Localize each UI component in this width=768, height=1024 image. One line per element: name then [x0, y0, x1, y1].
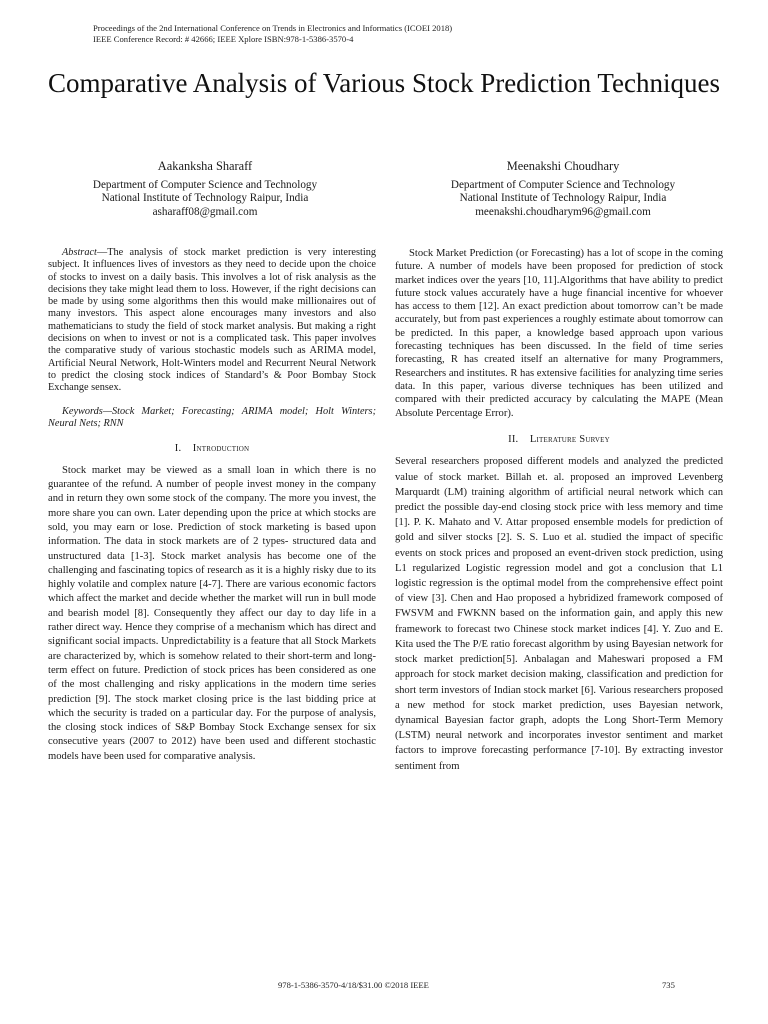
keywords	[48, 406, 376, 431]
section-title: Introduction	[192, 443, 250, 455]
author-email: meenakshi.choudharym96@gmail.com	[475, 205, 651, 218]
section-heading-introduction	[48, 443, 376, 456]
author-name: Meenakshi Choudhary	[506, 159, 620, 173]
paper-title: Comparative Analysis of Various Stock Prediction Techniques	[47, 68, 721, 98]
author-name: Aakanksha Sharaff	[157, 159, 253, 173]
abstract	[48, 247, 376, 395]
abstract-label: Abstract	[62, 247, 97, 258]
author-block-1	[40, 160, 370, 219]
author-institution: National Institute of Technology Raipur, India	[101, 192, 309, 204]
conference-header-line2: IEEE Conference Record: # 42666; IEEE Xplore ISBN:978-1-5386-3570-4	[93, 34, 354, 44]
conference-header-line1: Proceedings of the 2nd International Conference on Trends in Electronics and Informatics (ICOEI 2018)	[93, 23, 453, 33]
author-institution: National Institute of Technology Raipur, India	[459, 192, 667, 204]
keywords-text: —Stock Market; Forecasting; ARIMA model; Holt Winters; Neural Nets; RNN	[48, 405, 376, 429]
section-number: I.	[174, 443, 182, 455]
copyright-footer: 978-1-5386-3570-4/18/$31.00 ©2018 IEEE	[278, 980, 429, 990]
introduction-continued-text: Stock Market Prediction (or Forecasting) has a lot of scope in the coming future. A number of models have been proposed for prediction of stock market indices over the years [10, 11].Algorithms that have ability to predict future stock values accurately have a huge financial incentive for whoever has access to them [12]. An exact prediction about tomorrow can’t be made accurately, but from past experiences a roughly estimate about tomorrow can be predicted. In this paper, a knowledge based approach upon various forecasting techniques has been discussed. In the field of time series forecasting, R has created itself an alternative for many Programmers, Researchers and institutes. R has extensive facilities for analyzing time series data. In this paper, various diverse techniques has been utilized and compared with their predicted accuracy by calculating the MAPE (Mean Absolute Percentage Error).	[395, 248, 724, 419]
page-number: 735	[662, 980, 675, 990]
literature-survey-text: Several researchers proposed different models and analyzed the predicted value of stock market. Billah et. al. proposed an improved Levenberg Marquardt (LM) training algorithm of artificial neural network which can predict the possible day-end closing stock price with less memory and time [1]. P. K. Mahato and V. Attar proposed ensemble models for prediction of gold and silver stocks [2]. S. S. Luo et al. studied the impact of specific events on stock prices and proposed an event-driven stock prediction, using L1 regularized Logistic regression model and got a conclusion that L1 logistic regression is the optimal model from the comprehensive effect point of view [3]. Chen and Hao proposed a hybridized framework composed of FWSVM and FWKNN based on the information gain, and apply this new framework to forecast two Chinese stock market indices [4]. Y. Zuo and E. Kita used the The P/E ratio forecast algorithm by using Bayesian network for stock market prediction[5]. Anbalagan and Maheswari proposed a FM approach for stock market decision making, classification and prediction for short term investors of Indian stock market [6]. Various researchers proposed a new method for stock market prediction, uses Bayesian network, dynamical Bayesian factor graph, adopts the Long Short-Term Memory (LSTM) neural network and incorporates investor sentiment and market factors to improve forecasting performance [7-10]. By extracting investor sentiment from	[395, 456, 723, 772]
author-block-2	[398, 160, 728, 219]
author-department: Department of Computer Science and Technology	[92, 178, 318, 191]
right-column	[395, 247, 723, 774]
author-email: asharaff08@gmail.com	[152, 205, 258, 218]
introduction-text: Stock market may be viewed as a small loan in which there is no guarantee of the refund. A number of people invest money in the company and in return they own some stock of the company. The more you invest, the more share you can own. Later depending upon the price at which stocks are sold, you may earn or lose. Prediction of stock marketing is based upon information. The data in stock markets are of 2 types- structured data and unstructured data [1-3]. Stock market analysis has become one of the challenging and fascinating topics of research as it is a highly risky due to its highly volatile and complex nature [4-7]. There are various economic factors which affect the market and decide whether the market will run in bull mode and bearish model [8]. Consequently they affect our day to day life in a rather direct way. Hence they comprise of a mechanism which has direct and significant social impacts. Unpredictability is a feature that all Stock Markets are characterized by, which is somehow related to their short-term and long-term effect on future. Prediction of stock prices has been considered as one of the most challenging and risky applications in the modern time series prediction [9]. The stock market closing price is the last bidding price at which the security is traded on a particular day. For the purpose of analysis, the closing stock indices of S&P Bombay Stock Exchange sensex for six consecutive years (2007 to 2012) have been used and different stochastic models have been used for comparative analysis.	[48, 464, 376, 762]
left-column	[48, 247, 376, 764]
section-heading-literature-survey	[395, 434, 723, 447]
section-number: II.	[508, 433, 519, 445]
abstract-text: —The analysis of stock market prediction is very interesting subject. It influences lives of investors as they need to decide upon the choice of stocks to invest on a daily basis. This involves a lot of risk analysis as the decisions they take might lead them to loss. However, if the right decisions can be made by using some algorithms then this would make millionaires out of many investors. This aspect alone encourages many investors and also mathematicians to study the field of stock market analysis. But making a right decisions on when to invest or not is a complicated task. This paper involves the comparative study of various stochastic models such as ARIMA model, Artificial Neural Network, Holt-Winters model and Recurrent Neural Network to predict the closing stock indices of Standard’s & Poor Bombay Stock Exchange sensex.	[48, 247, 376, 394]
section-title: Literature Survey	[529, 433, 610, 445]
author-department: Department of Computer Science and Technology	[450, 178, 676, 191]
keywords-label: Keywords	[62, 405, 103, 417]
